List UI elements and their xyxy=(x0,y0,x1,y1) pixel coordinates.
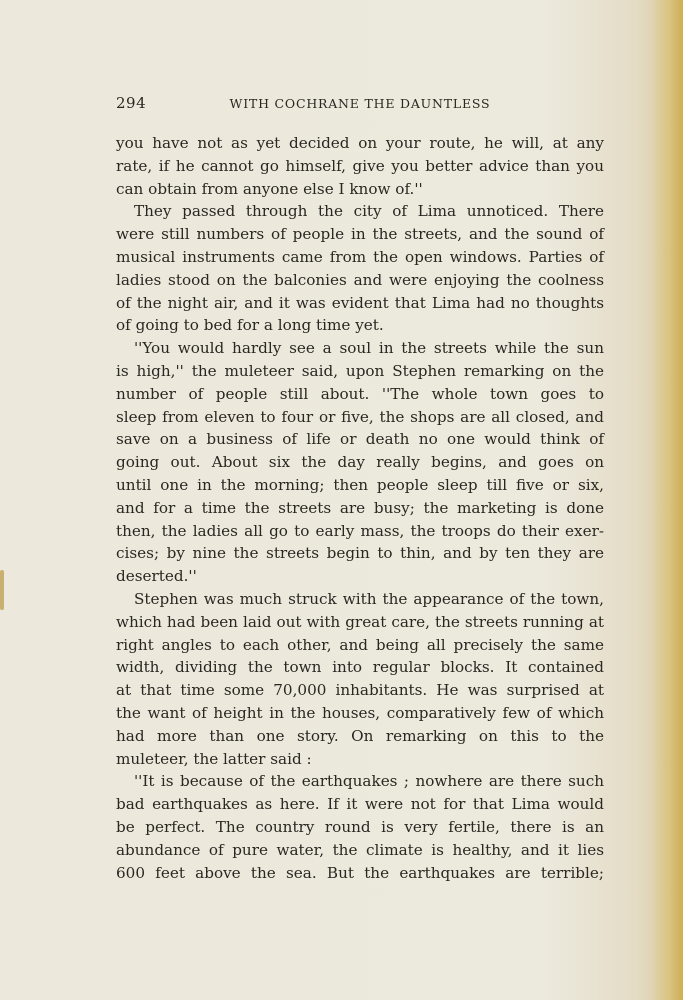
text-line: width, dividing the town into regular blocks. It contained xyxy=(116,658,604,677)
text-line: going out. About six the day really begins, and goes on xyxy=(116,453,604,472)
text-line: of the night air, and it was evident that Lima had no thoughts xyxy=(116,293,604,312)
text-line: were still numbers of people in the streets, and the sound of xyxy=(116,225,604,244)
text-line: then, the ladies all go to early mass, the troops do their exer- xyxy=(116,521,604,540)
text-line: of going to bed for a long time yet. xyxy=(116,316,384,335)
text-line: deserted.'' xyxy=(116,567,197,586)
text-line: you have not as yet decided on your route, he will, at any xyxy=(116,134,604,152)
text-line: is high,'' the muleteer said, upon Stephen remarking on the xyxy=(116,361,604,380)
text-line: ladies stood on the balconies and were enjoying the coolness xyxy=(116,270,604,289)
text-line: sleep from eleven to four or five, the shops are all closed, and xyxy=(116,407,604,426)
text-line: which had been laid out with great care, the streets running at xyxy=(116,612,604,631)
text-line: the want of height in the houses, comparatively few of which xyxy=(116,703,604,722)
running-head: WITH COCHRANE THE DAUNTLESS xyxy=(229,96,491,111)
text-line: They passed through the city of Lima unnoticed. There xyxy=(134,202,604,221)
page-number: 294 xyxy=(116,94,147,112)
page-header xyxy=(116,94,604,114)
text-line: be perfect. The country round is very fertile, there is an xyxy=(116,817,604,836)
text-line: muleteer, the latter said : xyxy=(116,749,312,768)
text-line: cises; by nine the streets begin to thin, and by ten they are xyxy=(116,544,604,563)
text-line: at that time some 70,000 inhabitants. He was surprised at xyxy=(116,681,604,700)
text-line: can obtain from anyone else I know of.'' xyxy=(116,179,423,198)
body-text xyxy=(116,132,604,884)
text-line: had more than one story. On remarking on this to the xyxy=(116,726,604,745)
text-line: 600 feet above the sea. But the earthquakes are terrible; xyxy=(116,863,604,882)
text-line: Stephen was much struck with the appearance of the town, xyxy=(134,589,604,608)
text-line: and for a time the streets are busy; the marketing is done xyxy=(116,498,604,517)
text-line: number of people still about. ''The whole town goes to xyxy=(116,384,604,403)
margin-mark xyxy=(0,570,4,610)
text-line: right angles to each other, and being all precisely the same xyxy=(116,635,604,654)
text-line: until one in the morning; then people sleep till five or six, xyxy=(116,475,604,494)
page-edge-shadow xyxy=(651,0,683,1000)
text-line: ''It is because of the earthquakes ; nowhere are there such xyxy=(134,772,604,791)
text-line: ''You would hardly see a soul in the streets while the sun xyxy=(134,339,604,358)
text-line: save on a business of life or death no one would think of xyxy=(116,430,604,449)
text-line: musical instruments came from the open windows. Parties of xyxy=(116,247,604,266)
text-line: bad earthquakes as here. If it were not for that Lima would xyxy=(116,795,604,814)
text-line: abundance of pure water, the climate is healthy, and it lies xyxy=(116,840,604,859)
text-line: rate, if he cannot go himself, give you better advice than you xyxy=(116,156,604,175)
